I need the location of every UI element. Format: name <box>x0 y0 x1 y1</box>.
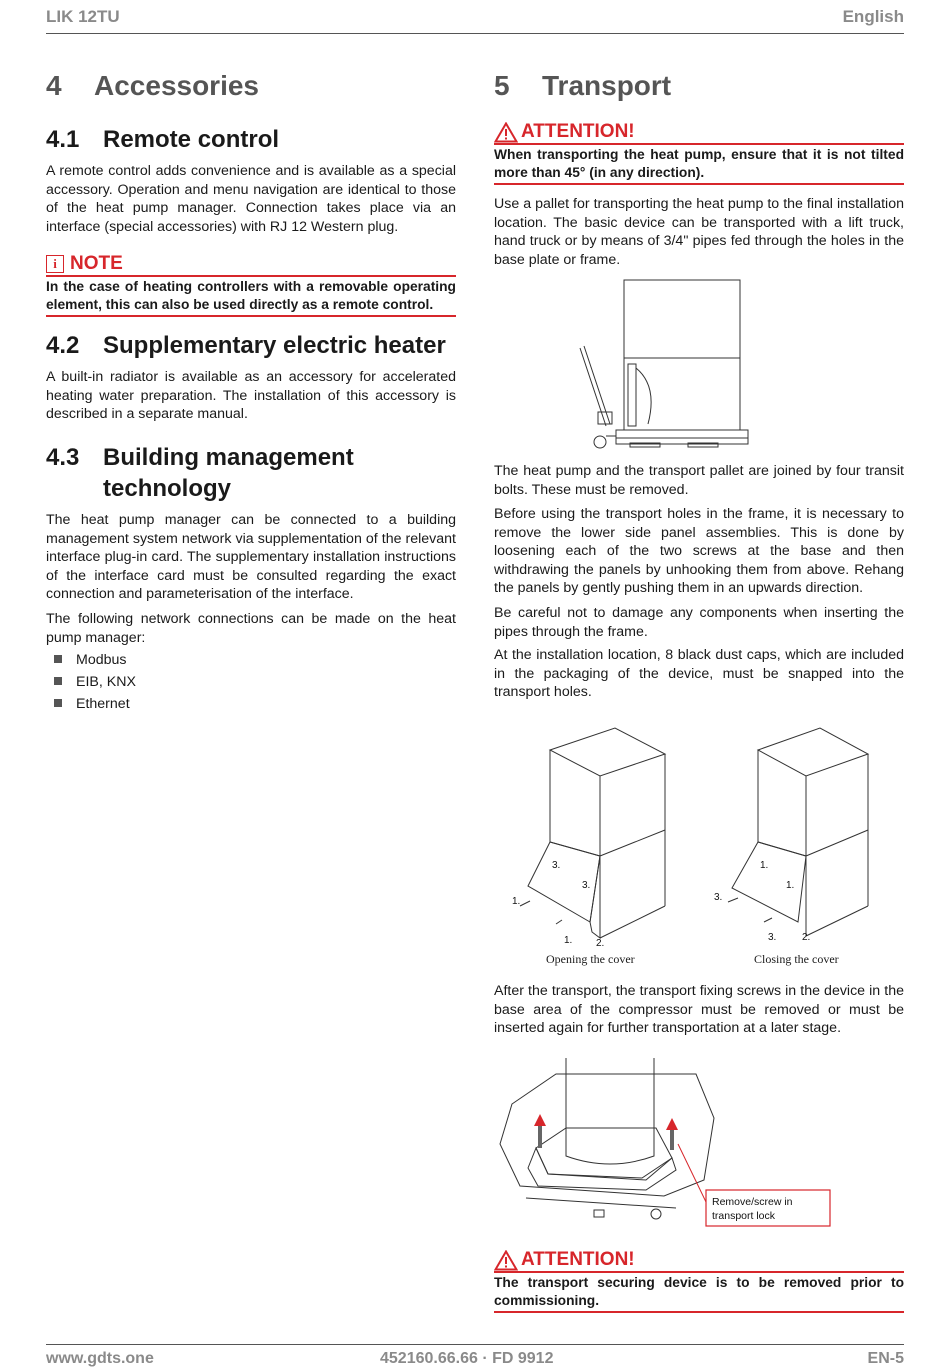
subsection-title: Supplementary electric heater <box>103 332 446 359</box>
remote-control-text: A remote control adds convenience and is available as a special accessory. Operation and menu navigation are identical to those of the heat pump manager. Connection takes place via an interface (special accessories) with RJ 12 Western plug. <box>46 163 456 235</box>
footer-website: www.gdts.one <box>46 1350 154 1367</box>
warning-icon <box>494 1250 518 1271</box>
bullet-icon <box>54 677 62 685</box>
careful-text: Be careful not to damage any components when inserting the pipes through the frame. <box>494 605 904 640</box>
header-rule <box>46 33 904 34</box>
note-label: NOTE <box>70 253 123 274</box>
subsection-title: Remote control <box>103 126 280 153</box>
closing-cover-caption: Closing the cover <box>754 952 839 966</box>
list-item <box>54 652 126 668</box>
subsection-number: 4.3 <box>46 444 80 471</box>
fig-label: 3. <box>582 880 591 891</box>
attention-rule-bottom <box>494 183 904 185</box>
bullet-icon <box>54 699 62 707</box>
note-title <box>46 253 456 275</box>
list-item <box>54 674 136 690</box>
opening-cover-caption: Opening the cover <box>546 952 635 966</box>
dust-caps-text: At the installation location, 8 black dust caps, which are included in the packaging of the device, must be snapped into the transport holes. <box>494 647 904 701</box>
section-number: 4 <box>46 70 62 101</box>
list-item <box>54 696 130 712</box>
subsection-title-line1: Building management <box>103 444 354 471</box>
note-box <box>46 253 456 317</box>
fig-label: 1. <box>786 880 795 891</box>
electric-heater-text: A built-in radiator is available as an accessory for accelerated heating water preparation. The installation of this accessory is described in a separate manual. <box>46 369 456 423</box>
section-4-3-heading <box>46 442 456 506</box>
bms-network-intro: The following network connections can be made on the heat pump manager: <box>46 611 456 646</box>
transport-pallet-text: Use a pallet for transporting the heat pump to the final installation location. The basic device can be transported with a lift truck, hand truck or by means of 3/4" pipes fed through the holes in the base plate or frame. <box>494 196 904 268</box>
section-number: 5 <box>494 70 510 101</box>
section-title: Transport <box>542 70 672 101</box>
bms-text: The heat pump manager can be connected to a building management system network via supplementation of the relevant interface plug-in card. The supplementary installation instructions of the interface card must be consulted regarding the exact connection and parameterisation of the interface. <box>46 512 456 603</box>
fig-label: 1. <box>760 860 769 871</box>
fig-label: 2. <box>596 938 605 949</box>
subsection-number: 4.2 <box>46 332 80 359</box>
callout-text-line1: Remove/screw in <box>712 1196 793 1208</box>
transit-bolts-text: The heat pump and the transport pallet are joined by four transit bolts. These must be removed. <box>494 463 904 498</box>
note-rule-bottom <box>46 315 456 317</box>
bullet-icon <box>54 655 62 663</box>
attention-text: The transport securing device is to be removed prior to commissioning. <box>494 1275 904 1309</box>
info-icon: i <box>46 255 64 273</box>
subsection-title-line2: technology <box>103 475 232 502</box>
footer-rule <box>46 1344 904 1345</box>
fig-label: 1. <box>564 935 573 946</box>
fixing-screws-text: After the transport, the transport fixing screws in the device in the base area of the compressor must be removed or must be inserted again for further transportation at a later stage. <box>494 983 904 1037</box>
fig-label: 2. <box>802 932 811 943</box>
fig-label: 3. <box>552 860 561 871</box>
side-panels-text: Before using the transport holes in the frame, it is necessary to remove the lower side panel assemblies. This is done by loosening each of the two screws at the base and then withdrawing the panels by unhooking them from above. Rehang the panels by gently pushing them in an upwards direction. <box>494 506 904 597</box>
section-4-1-heading <box>46 124 456 156</box>
header-language: English <box>842 7 904 26</box>
note-text: In the case of heating controllers with a removable operating element, this can also be used directly as a remote control. <box>46 279 456 313</box>
attention-label: ATTENTION! <box>521 121 635 142</box>
attention-box-2 <box>494 1249 904 1313</box>
attention-label: ATTENTION! <box>521 1249 635 1270</box>
attention-box-1 <box>494 121 904 185</box>
header-model: LIK 12TU <box>46 7 120 26</box>
fig-label: 3. <box>714 892 723 903</box>
footer-doc-number: 452160.66.66 · FD 9912 <box>380 1350 554 1367</box>
list-item-text: Modbus <box>76 652 127 668</box>
section-4-heading <box>46 70 259 102</box>
callout-text-line2: transport lock <box>712 1210 776 1222</box>
list-item-text: Ethernet <box>76 696 130 712</box>
fig-label: 3. <box>768 932 777 943</box>
footer-page-number: EN-5 <box>867 1350 904 1367</box>
attention-rule-bottom <box>494 1311 904 1313</box>
attention-text: When transporting the heat pump, ensure that it is not tilted more than 45° (in any direction). <box>494 147 904 181</box>
subsection-number: 4.1 <box>46 126 80 153</box>
section-4-2-heading <box>46 330 456 362</box>
warning-icon <box>494 122 518 143</box>
section-5-heading <box>494 70 671 102</box>
section-title: Accessories <box>94 70 260 101</box>
fig-label: 1. <box>512 896 521 907</box>
attention-title <box>494 121 904 143</box>
list-item-text: EIB, KNX <box>76 674 136 690</box>
cover-figures <box>500 718 900 950</box>
compressor-base-figure <box>496 1048 836 1234</box>
pallet-transport-figure <box>570 276 760 460</box>
attention-title <box>494 1249 904 1271</box>
